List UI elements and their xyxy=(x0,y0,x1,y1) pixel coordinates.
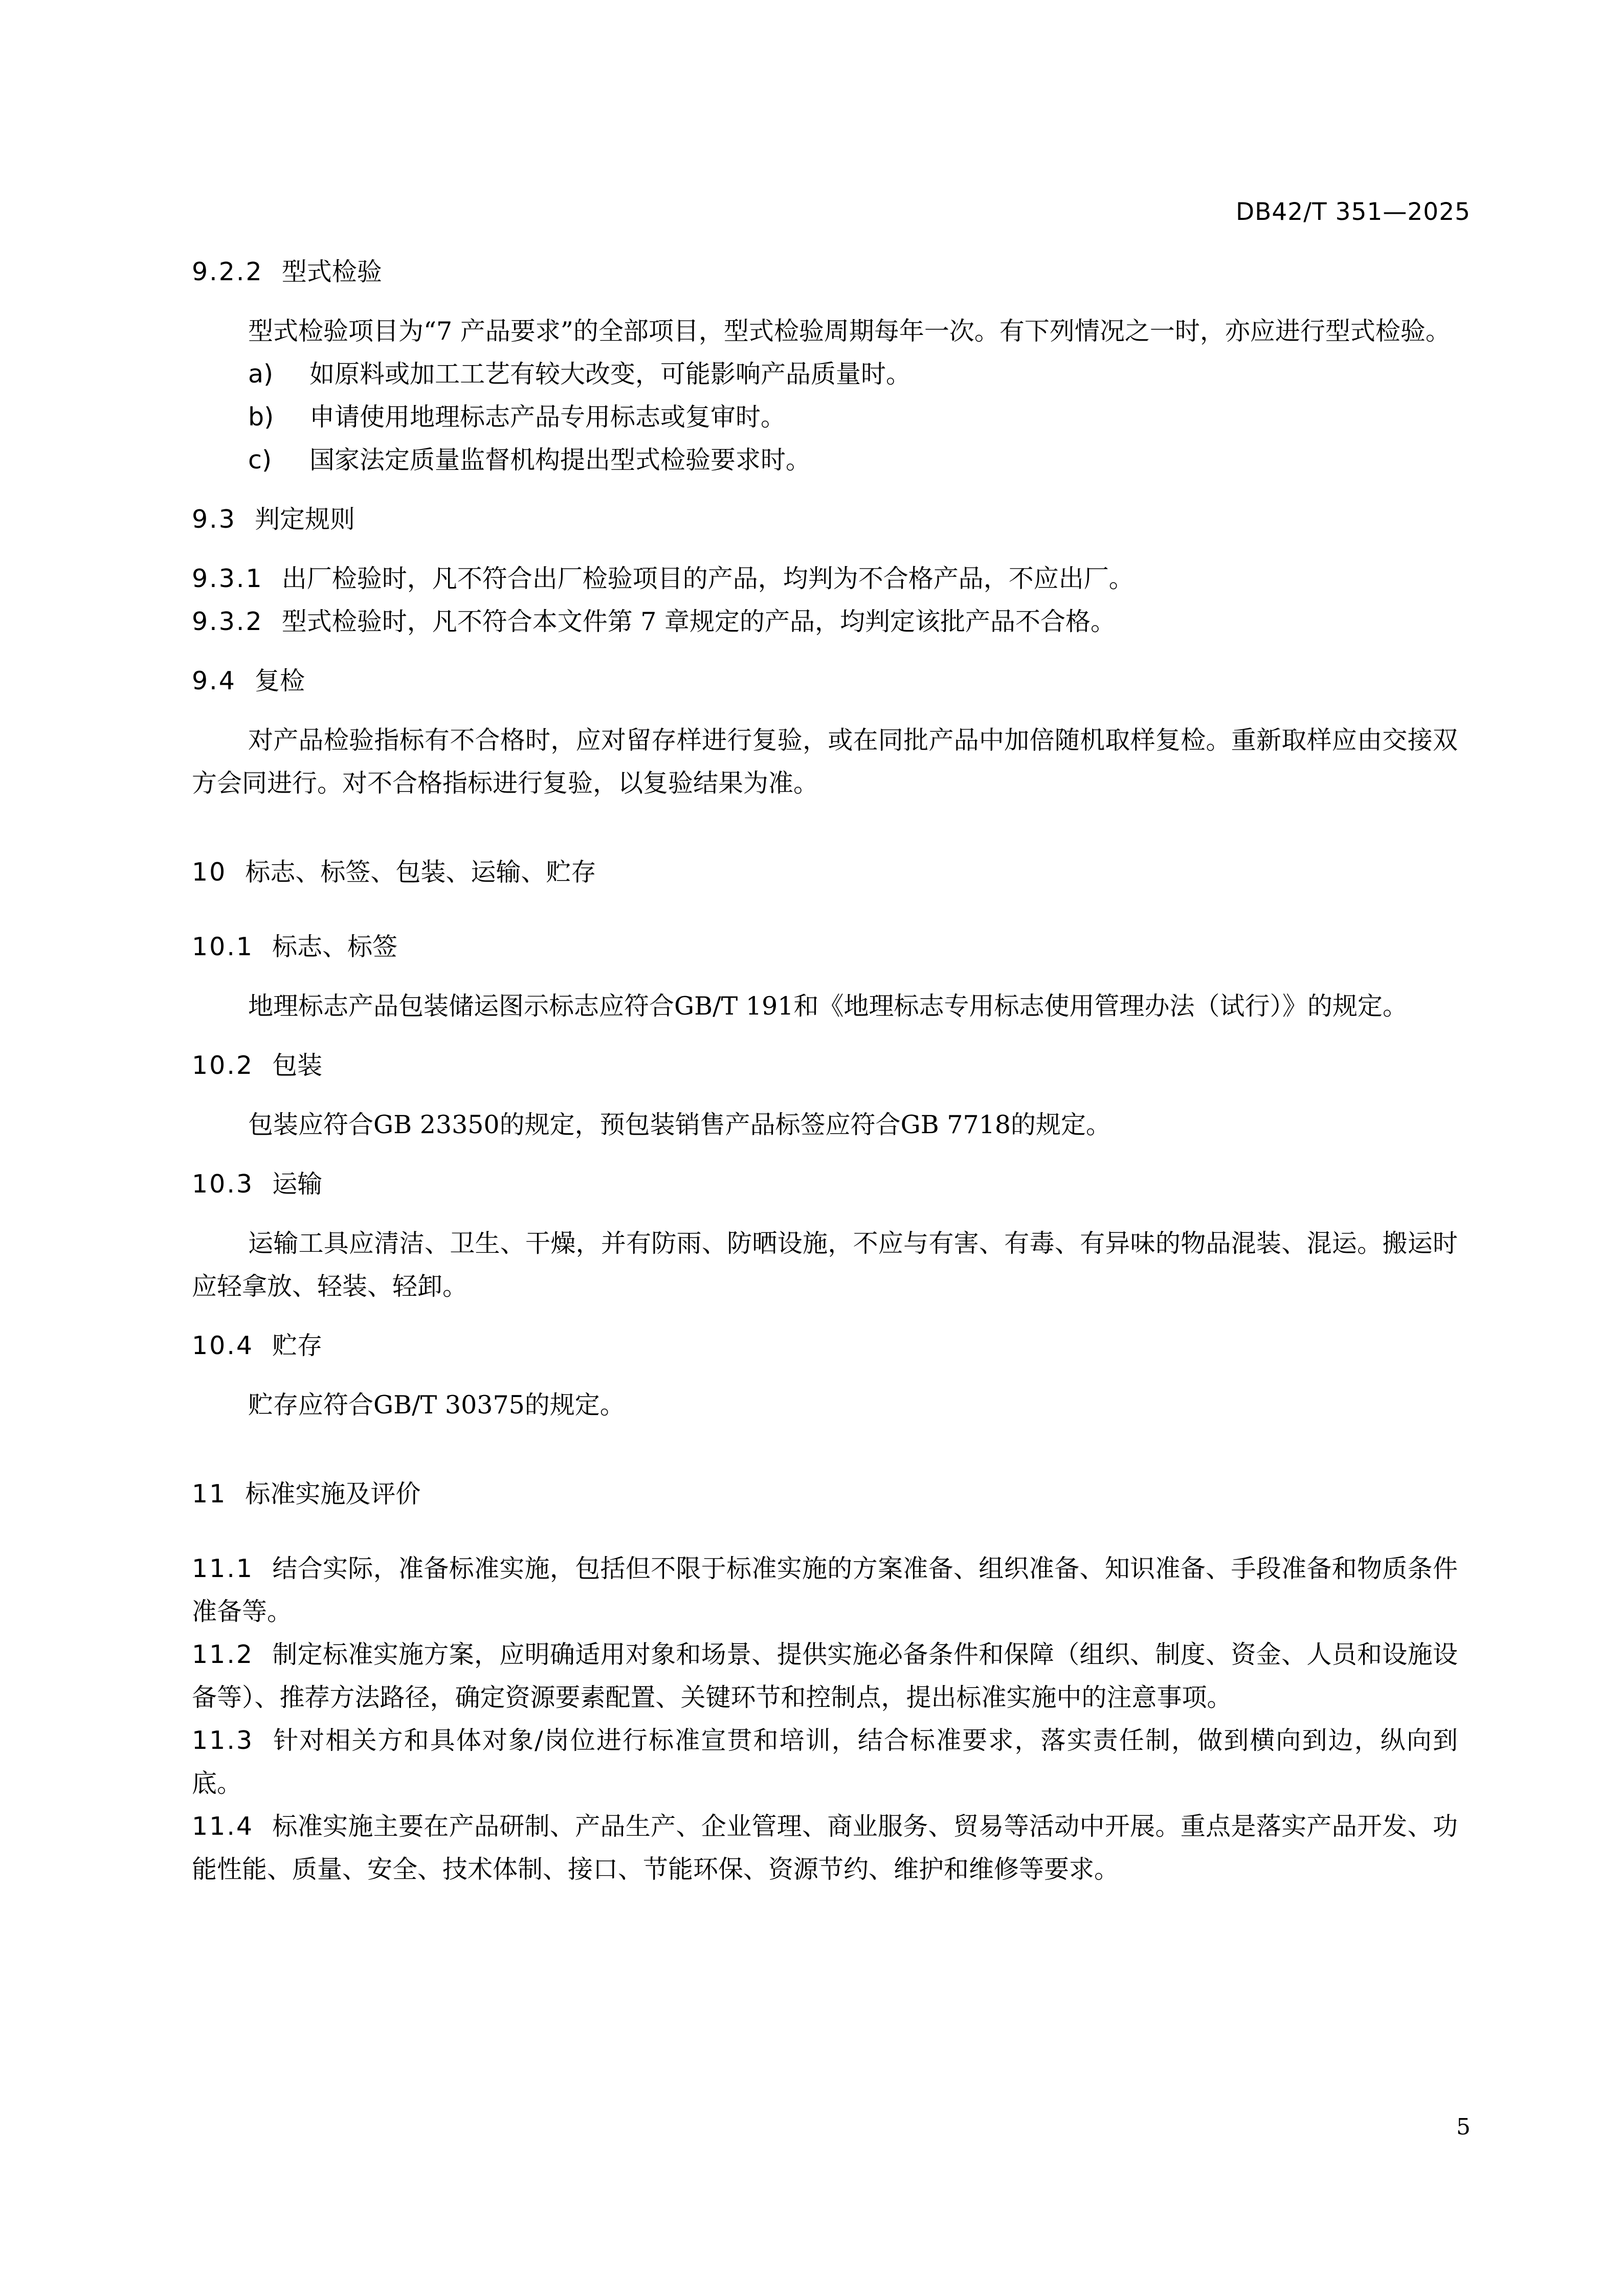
clause-text: 结合实际，准备标准实施，包括但不限于标准实施的方案准备、组织准备、知识准备、手段准备和物质条件准备等。 xyxy=(192,1554,1458,1626)
heading-title: 判定规则 xyxy=(254,505,355,534)
heading-title: 贮存 xyxy=(272,1331,323,1360)
list-marker: c) xyxy=(248,445,272,475)
heading-9-3 xyxy=(192,498,1458,541)
heading-number: 9.3 xyxy=(192,505,236,534)
heading-title: 标准实施及评价 xyxy=(245,1479,421,1509)
paragraph-marking: 地理标志产品包装储运图示标志应符合GB/T 191和《地理标志专用标志使用管理办法（试行）》的规定。 xyxy=(248,992,1408,1021)
list-item-a xyxy=(192,353,1458,396)
heading-number: 9.2.2 xyxy=(192,257,263,286)
heading-number: 10.4 xyxy=(192,1331,254,1360)
heading-10-4 xyxy=(192,1324,1458,1367)
heading-number: 10.2 xyxy=(192,1051,254,1080)
heading-title: 运输 xyxy=(272,1169,323,1199)
paragraph-reinspection: 对产品检验指标有不合格时，应对留存样进行复验，或在同批产品中加倍随机取样复检。重新取样应由交接双方会同进行。对不合格指标进行复验，以复验结果为准。 xyxy=(192,726,1458,798)
document-body xyxy=(192,251,1458,1891)
heading-number: 11 xyxy=(192,1479,227,1509)
list-text: 如原料或加工工艺有较大改变，可能影响产品质量时。 xyxy=(309,359,911,389)
heading-11 xyxy=(192,1473,1458,1516)
clause-number: 11.4 xyxy=(192,1812,254,1841)
heading-title: 标志、标签 xyxy=(272,932,398,961)
clause-11-1 xyxy=(192,1547,1458,1633)
paragraph-type-inspection: 型式检验项目为“7 产品要求”的全部项目，型式检验周期每年一次。有下列情况之一时，亦应进行型式检验。 xyxy=(248,317,1451,346)
list-text: 申请使用地理标志产品专用标志或复审时。 xyxy=(309,402,786,432)
clause-9-3-2 xyxy=(192,600,1458,643)
list-marker: a) xyxy=(248,359,274,389)
clause-number: 11.3 xyxy=(192,1726,254,1755)
list-text: 国家法定质量监督机构提出型式检验要求时。 xyxy=(309,445,811,475)
clause-number: 9.3.2 xyxy=(192,607,263,636)
clause-11-4 xyxy=(192,1805,1458,1891)
clause-number: 11.2 xyxy=(192,1640,254,1669)
clause-text: 标准实施主要在产品研制、产品生产、企业管理、商业服务、贸易等活动中开展。重点是落实产品开发、功能性能、质量、安全、技术体制、接口、节能环保、资源节约、维护和维修等要求。 xyxy=(192,1812,1458,1884)
heading-10 xyxy=(192,851,1458,894)
list-item-b xyxy=(192,396,1458,439)
paragraph-transport: 运输工具应清洁、卫生、干燥，并有防雨、防晒设施，不应与有害、有毒、有异味的物品混装、混运。搬运时应轻拿放、轻装、轻卸。 xyxy=(192,1229,1458,1301)
heading-number: 10 xyxy=(192,858,227,887)
heading-10-3 xyxy=(192,1163,1458,1206)
clause-text: 型式检验时，凡不符合本文件第 7 章规定的产品，均判定该批产品不合格。 xyxy=(281,607,1116,636)
clause-text: 出厂检验时，凡不符合出厂检验项目的产品，均判为不合格产品，不应出厂。 xyxy=(281,564,1134,593)
heading-number: 10.3 xyxy=(192,1169,254,1199)
paragraph-packaging: 包装应符合GB 23350的规定，预包装销售产品标签应符合GB 7718的规定。 xyxy=(248,1110,1111,1139)
clause-text: 针对相关方和具体对象/岗位进行标准宣贯和培训，结合标准要求，落实责任制，做到横向到边，纵向到底。 xyxy=(192,1726,1458,1798)
list-marker: b) xyxy=(248,402,274,432)
list-item-c xyxy=(192,439,1458,482)
clause-number: 9.3.1 xyxy=(192,564,263,593)
heading-10-2 xyxy=(192,1044,1458,1087)
heading-title: 复检 xyxy=(254,666,305,695)
heading-9-4 xyxy=(192,660,1458,703)
heading-number: 9.4 xyxy=(192,666,236,695)
paragraph-storage: 贮存应符合GB/T 30375的规定。 xyxy=(248,1390,625,1420)
heading-number: 10.1 xyxy=(192,932,254,961)
clause-9-3-1 xyxy=(192,557,1458,600)
heading-title: 包装 xyxy=(272,1051,323,1080)
heading-9-2-2 xyxy=(192,251,1458,294)
heading-title: 标志、标签、包装、运输、贮存 xyxy=(245,858,596,887)
clause-11-2 xyxy=(192,1633,1458,1719)
clause-text: 制定标准实施方案，应明确适用对象和场景、提供实施必备条件和保障（组织、制度、资金、人员和设施设备等）、推荐方法路径，确定资源要素配置、关键环节和控制点，提出标准实施中的注意事项。 xyxy=(192,1640,1458,1712)
document-code: DB42/T 351—2025 xyxy=(1235,198,1471,226)
page-number: 5 xyxy=(1456,2114,1471,2140)
clause-11-3 xyxy=(192,1719,1458,1805)
heading-title: 型式检验 xyxy=(281,257,382,286)
heading-10-1 xyxy=(192,926,1458,969)
clause-number: 11.1 xyxy=(192,1554,254,1583)
